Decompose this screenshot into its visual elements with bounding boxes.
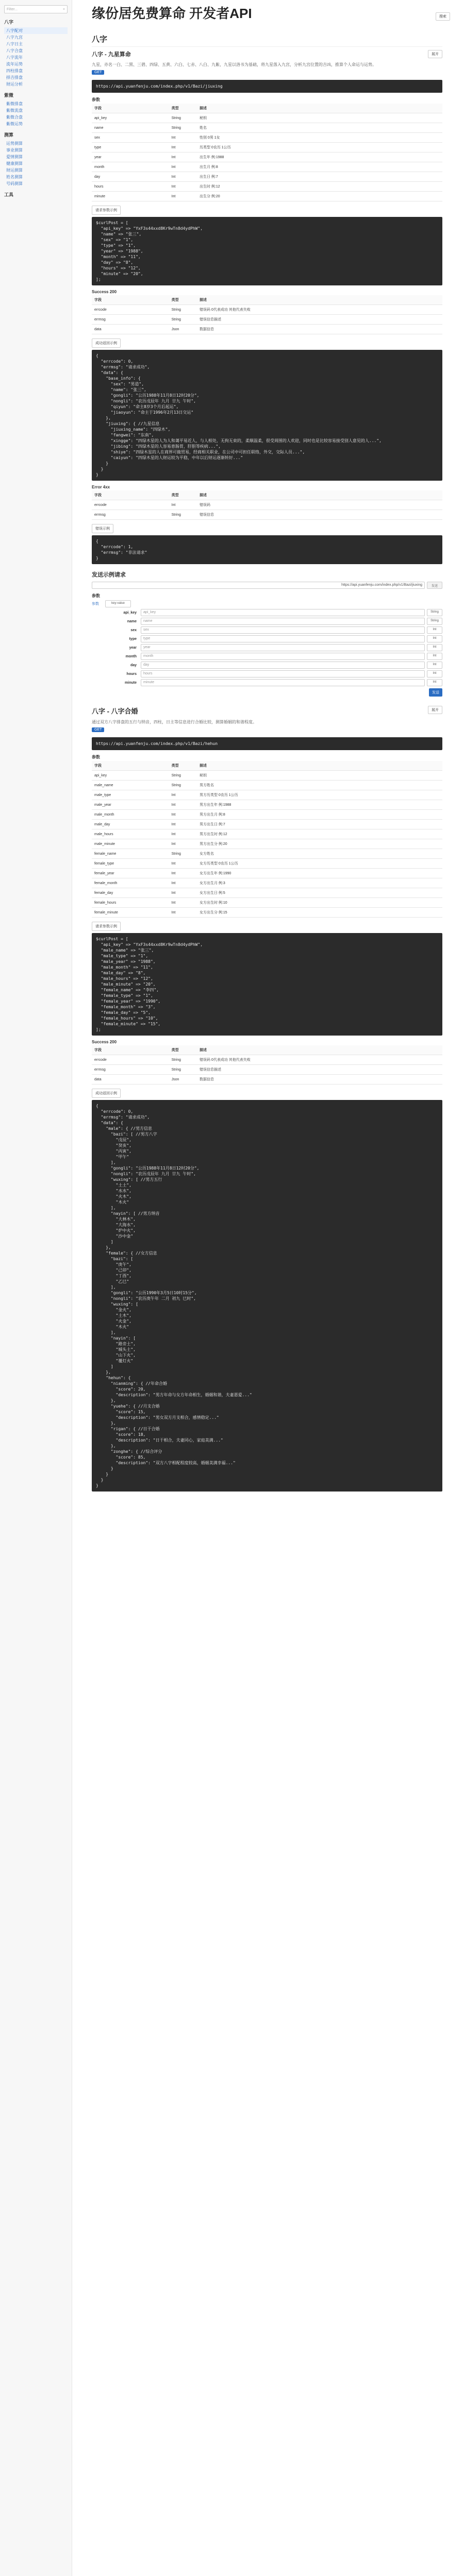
try-field-row [92,670,442,677]
try-field-input[interactable]: type [141,635,425,642]
success-example-button-2[interactable]: 成功返回示例 [92,1089,121,1098]
table-cell: 女方出生月 例:3 [197,878,442,888]
table-cell: Int [169,820,197,829]
section-title: 八字 [92,33,442,47]
table-row [92,878,442,888]
table-cell: male_year [92,800,169,810]
table-cell: female_year [92,869,169,878]
try-field-input[interactable]: day [141,662,425,669]
try-field-input[interactable]: minute [141,679,425,686]
nav-item[interactable]: 紫微运势 [6,122,23,126]
table-row [92,898,442,908]
table-cell: 男方姓名 [197,781,442,790]
success-label: Success 200 [92,290,117,294]
endpoint-url: https://api.yuanfenju.com/index.php/v1/Bazi/jiuxing [92,80,442,93]
table-cell: String [169,849,197,859]
table-cell: Int [169,829,197,839]
table-header: 描述 [197,490,442,500]
nav-item[interactable]: 财运测算 [6,168,23,173]
table-cell: minute [92,192,169,201]
table-cell: 性别 0男 1女 [197,133,442,143]
try-field-row [92,635,442,642]
endpoint-url-2: https://api.yuanfenju.com/index.php/v1/Bazi/hehun [92,737,442,750]
table-row [92,152,442,162]
table-cell: 男方出生月 例:8 [197,810,442,820]
table-cell: male_month [92,810,169,820]
table-cell: String [169,315,197,325]
nav-item[interactable]: 爱情测算 [6,155,23,159]
error-table [92,490,442,520]
table-cell: 男方历类型 0农历 1公历 [197,790,442,800]
table-row [92,1075,442,1084]
try-fields [92,609,442,686]
table-cell: String [169,1065,197,1075]
table-header: 类型 [169,761,197,771]
table-cell: 男方出生日 例:7 [197,820,442,829]
table-cell: hours [92,182,169,192]
table-header: 描述 [197,1045,442,1055]
try-field-type: String [427,609,442,616]
try-field-type: Int [427,635,442,642]
table-row [92,1065,442,1075]
api-description: 九星，亦名一白、二黑、三碧、四绿、五黄、六白、七赤、八白、九紫，九星以洛书为基础，将九星落入九宫，分析九宫位置的吉凶，推算个人命运与运势。 [92,62,376,67]
nav-item[interactable]: 财运分析 [6,82,23,87]
nav-item[interactable]: 择吉排盘 [6,75,23,80]
table-cell: Json [169,1075,197,1084]
method-badge-2: GET [92,727,104,732]
table-cell: Int [169,888,197,898]
nav-item[interactable]: 四柱排盘 [6,69,23,73]
table-row [92,859,442,869]
try-field-input[interactable]: sex [141,626,425,634]
table-cell: String [169,1055,197,1065]
table-cell: male_name [92,781,169,790]
try-field-input[interactable]: year [141,644,425,651]
try-field-type: Int [427,653,442,660]
nav-item[interactable]: 姓名测算 [6,175,23,179]
table-row [92,820,442,829]
table-cell: Int [169,143,197,152]
try-field-type: Int [427,644,442,651]
table-cell: errmsg [92,510,169,520]
nav-item[interactable]: 流年运势 [6,62,23,66]
params-table-2 [92,761,442,918]
table-cell: String [169,123,197,133]
table-cell: 男方出生年 例:1988 [197,800,442,810]
table-cell: name [92,123,169,133]
params-label: 参数 [92,97,100,102]
try-field-row [92,653,442,660]
table-cell: 出生日 例:7 [197,172,442,182]
table-cell: Int [169,908,197,918]
nav-item[interactable]: 八字流年 [6,55,23,60]
table-cell: Int [169,859,197,869]
try-field-type: String [427,618,442,625]
nav-item[interactable]: 八字合盘 [6,48,23,53]
try-field-input[interactable]: api_key [141,609,425,616]
table-cell: 出生年 例:1988 [197,152,442,162]
table-cell: 女方出生分 例:15 [197,908,442,918]
table-cell: type [92,143,169,152]
table-row [92,192,442,201]
try-title: 发送示例请求 [92,572,126,578]
table-header: 字段 [92,761,169,771]
table-cell: female_name [92,849,169,859]
try-field-input[interactable]: hours [141,670,425,677]
try-field-type: Int [427,662,442,669]
table-header: 字段 [92,490,169,500]
nav-group-title[interactable]: 测算 [4,132,14,138]
try-field-row [92,618,442,625]
nav-group-title[interactable]: 工具 [4,192,14,197]
table-cell: female_day [92,888,169,898]
success-table [92,295,442,334]
try-field-row [92,679,442,686]
table-cell: sex [92,133,169,143]
table-header: 类型 [169,1045,197,1055]
nav-item[interactable]: 八字九宫 [6,35,23,40]
nav-item[interactable]: 号码测算 [6,181,23,186]
error-code: { "errcode": 1, "errmsg": "非法请求" } [92,535,442,564]
params-label-2: 参数 [92,755,100,759]
table-header: 描述 [197,295,442,305]
method-badge: GET [92,70,104,75]
table-cell: String [169,510,197,520]
table-cell: 姓名 [197,123,442,133]
table-cell: female_month [92,878,169,888]
table-cell: data [92,325,169,334]
try-field-input[interactable]: month [141,653,425,660]
table-cell: String [169,781,197,790]
table-cell: Int [169,162,197,172]
sidebar [0,0,72,2576]
table-row [92,888,442,898]
nav-item[interactable]: 八字配对 [4,27,68,34]
table-row [92,800,442,810]
table-row [92,172,442,182]
table-cell: 女方出生时 例:10 [197,898,442,908]
table-cell: Int [169,810,197,820]
table-row [92,123,442,133]
table-cell: 数据信息 [197,1075,442,1084]
expand-button[interactable]: 展开 [428,50,442,58]
table-header: 字段 [92,1045,169,1055]
table-header: 描述 [197,761,442,771]
table-cell: Int [169,500,197,510]
try-field-input[interactable]: name [141,618,425,625]
nav-group-title[interactable]: 紫微 [4,93,14,98]
success-table-2 [92,1045,442,1084]
table-cell: 男方出生分 例:20 [197,839,442,849]
table-cell: 女方姓名 [197,849,442,859]
main-content [92,0,446,1492]
request-code-2: $curlPost = [ "api_key" => "YxF3s44xxd8Kr9wTn8d4ydPhW", "male_name" => "张三", "male_type" => "1", "male_year" => "1988", "male_month" => "11", "male_day" => "8", "male_hours" => "12", "male_minute" => "20", "female_name" => "李四", "female_type" => "1", "female_year" => "1990", "female_month" => "3", "female_day" => "5", "female_hours" => "10", "female_minute" => "15", ]; [92,933,442,1036]
table-cell: male_type [92,790,169,800]
table-header: 描述 [197,104,442,113]
error-example-button[interactable]: 错误示例 [92,524,113,533]
api-title: 八字 - 九星算命 [92,52,131,58]
table-cell: errmsg [92,315,169,325]
table-row [92,133,442,143]
table-cell: Int [169,172,197,182]
table-cell: 女方历类型 0农历 1公历 [197,859,442,869]
table-cell: male_minute [92,839,169,849]
try-url-input[interactable]: https://api.yuanfenju.com/index.php/v1/Bazi/jiuxing [92,582,425,589]
table-cell: api_key [92,771,169,781]
table-cell: day [92,172,169,182]
nav-item[interactable]: 运势测算 [6,141,23,146]
table-cell: 出生分 例:20 [197,192,442,201]
table-row [92,781,442,790]
table-cell: 秘钥 [197,113,442,123]
table-cell: 出生时 例:12 [197,182,442,192]
error-label: Error 4xx [92,485,110,489]
table-cell: Int [169,152,197,162]
table-row [92,829,442,839]
success-label-2: Success 200 [92,1040,117,1044]
table-header: 字段 [92,295,169,305]
table-header: 类型 [169,104,197,113]
success-code: { "errcode": 0, "errmsg": "请求成功", "data": { "base_info": { "sex": "男造", "name": "张三", "gongli": "公历1988年11月8日12时20分", "nongli": "农历戊辰年 九月 廿九 午时", "qiyun": "命主8岁3个月后起运", "jiaoyun": "命主于1996年2月13日交运" }, "jiuxing": { //九星信息 "jiuxing_name": "四绿木", "fangwei": "东南", "xingge": "四绿木星的人为人和蔼平易近人，与人相处，无拘无束的，柔顺温柔，很受周围的人欢迎，同时也是比较容易接受别人意见的人...", "jibing": "四绿木星的人容易患肠胃，肝胆等疾病...", "shiye": "四绿木星的人在商界可做贸易，经商相关职业，在公司中可担任联络，外交，交际人员...", "caiyun": "四绿木星的人财运较为平稳，中年以后财运逐渐转好..." } } } [92,350,442,481]
table-cell: String [169,305,197,315]
nav-item[interactable]: 八字日主 [6,42,23,46]
table-header: 类型 [169,295,197,305]
clear-icon[interactable]: × [62,7,65,11]
try-field-name: api_key [123,611,137,615]
request-example-button-2[interactable]: 请求参数示例 [92,922,121,931]
table-cell: month [92,162,169,172]
table-row [92,143,442,152]
table-header: 类型 [169,490,197,500]
table-row [92,908,442,918]
api-title-2: 八字 - 八字合婚 [92,707,138,715]
search-input[interactable] [4,5,68,13]
table-cell: api_key [92,113,169,123]
table-cell: Int [169,790,197,800]
table-cell: female_hours [92,898,169,908]
try-params-label: 参数 [92,594,100,598]
api-description-2: 通过双方八字排盘的五行与纳音，四柱，日主等信息进行合婚比较，测算婚姻的和谐程度。 [92,720,257,724]
try-field-name: hours [126,672,137,676]
table-cell: 数据信息 [197,325,442,334]
table-cell: Int [169,182,197,192]
try-field-name: day [130,663,137,667]
table-cell: 秘钥 [197,771,442,781]
table-cell: 错误码 0代表成功 其他代表失败 [197,1055,442,1065]
try-field-type: Int [427,679,442,686]
table-cell: String [169,771,197,781]
table-cell: 女方出生年 例:1990 [197,869,442,878]
table-row [92,162,442,172]
table-cell: female_minute [92,908,169,918]
table-row [92,305,442,315]
request-code: $curlPost = [ "api_key" => "YxF3s44xxd8Kr9wTn8d4ydPhW", "name" => "张三", "sex" => "1", "type" => "1", "year" => "1988", "month" => "11", "day" => "8", "hours" => "12", "minute" => "20", ]; [92,217,442,285]
try-send-button[interactable]: 发送 [427,582,442,589]
table-row [92,510,442,520]
nav-item[interactable]: 紫微流盘 [6,108,23,113]
nav-item[interactable]: 事业测算 [6,148,23,152]
table-cell: Int [169,192,197,201]
table-cell: errmsg [92,1065,169,1075]
try-field-type: Int [427,670,442,677]
success-example-button[interactable]: 成功返回示例 [92,338,121,348]
table-cell: 男方出生时 例:12 [197,829,442,839]
table-cell: Int [169,800,197,810]
sidebar-nav [4,19,68,198]
table-cell: errcode [92,500,169,510]
table-row [92,869,442,878]
try-field-name: year [129,646,137,650]
table-row [92,315,442,325]
table-cell: female_type [92,859,169,869]
try-field-name: sex [130,628,137,632]
try-field-type: Int [427,626,442,634]
search-placeholder: Filter... [7,7,18,11]
table-row [92,182,442,192]
try-field-name: month [125,654,137,658]
params-table [92,104,442,201]
table-cell: Json [169,325,197,334]
nav-item[interactable]: 紫微排盘 [6,101,23,106]
expand-button-2[interactable]: 展开 [428,706,442,714]
table-cell: 错误码 0代表成功 其他代表失败 [197,305,442,315]
nav-item[interactable]: 健康测算 [6,161,23,166]
try-field-row [92,626,442,634]
table-cell: 错误信息描述 [197,1065,442,1075]
table-row [92,325,442,334]
table-cell: Int [169,869,197,878]
try-field-row [92,644,442,651]
submit-button[interactable]: 发送 [429,688,442,697]
top-button[interactable]: 搜索 [436,12,450,21]
try-tab[interactable]: 参数 [92,602,99,606]
table-cell: male_hours [92,829,169,839]
table-cell: male_day [92,820,169,829]
page-title: 缘份居免费算命 开发者API [92,6,252,21]
try-field-name: type [129,637,137,641]
table-cell: year [92,152,169,162]
table-row [92,113,442,123]
table-cell: 历类型 0农历 1公历 [197,143,442,152]
try-field-name: name [127,619,137,623]
nav-group-title[interactable]: 八字 [4,20,14,25]
table-cell: 错误信息 [197,510,442,520]
table-row [92,849,442,859]
table-row [92,771,442,781]
table-cell: errcode [92,305,169,315]
table-header: 字段 [92,104,169,113]
table-cell: 错误信息描述 [197,315,442,325]
table-row [92,810,442,820]
try-field-row [92,609,442,616]
table-cell: Int [169,878,197,888]
table-cell: String [169,113,197,123]
table-cell: data [92,1075,169,1084]
request-example-button[interactable]: 请求参数示例 [92,206,121,215]
nav-item[interactable]: 紫微合盘 [6,115,23,120]
try-field-name: minute [125,681,137,685]
try-mode-select[interactable]: key-value [105,600,131,607]
table-row [92,1055,442,1065]
success-code-2: { "errcode": 0, "errmsg": "请求成功", "data": { "male": { //男方信息 "bazi": [ //男方八字 "戊辰", "癸亥", "丙寅", "甲午" ], "gongli": "公历1988年11月8日12时20分", "nongli": "农历戊辰年 九月 廿九 午时", "wuxing": [ //男方五行 "土土", "水水", "火木", "木火" ], "nayin": [ //男方纳音 "大林木", "大海水", "炉中火", "沙中金" ] }, "female": { //女方信息 "bazi": [ "庚午", "己卯", "丁酉", "乙巳" ], "gongli": "公历1990年3月5日10时15分", "nongli": "农历庚午年 二月 初九 巳时", "wuxing": [ "金火", "土木", "火金", "木火" ], "nayin": [ "路旁土", "城头土", "山下火", "覆灯火" ] }, "hehun": { "nianming": { //年命合婚 "score": 20, "description": "男方年命与女方年命相生，婚姻和谐，夫妻恩爱..." }, "yuehe": { //月支合婚 "score": 15, "description": "男女双方月支相合，感情稳定..." }, "rigan": { //日干合婚 "score": 18, "description": "日干相合，夫妻同心，家庭美满..." }, "zonghe": { //综合评分 "score": 85, "description": "双方八字相配程度较高，婚姻美满幸福..." } } } } [92,1100,442,1492]
table-cell: Int [169,839,197,849]
table-row [92,790,442,800]
table-row [92,839,442,849]
table-cell: 出生月 例:8 [197,162,442,172]
table-cell: 女方出生日 例:5 [197,888,442,898]
table-cell: 错误码 [197,500,442,510]
table-cell: Int [169,133,197,143]
table-row [92,500,442,510]
try-field-row [92,662,442,669]
table-cell: errcode [92,1055,169,1065]
table-cell: Int [169,898,197,908]
